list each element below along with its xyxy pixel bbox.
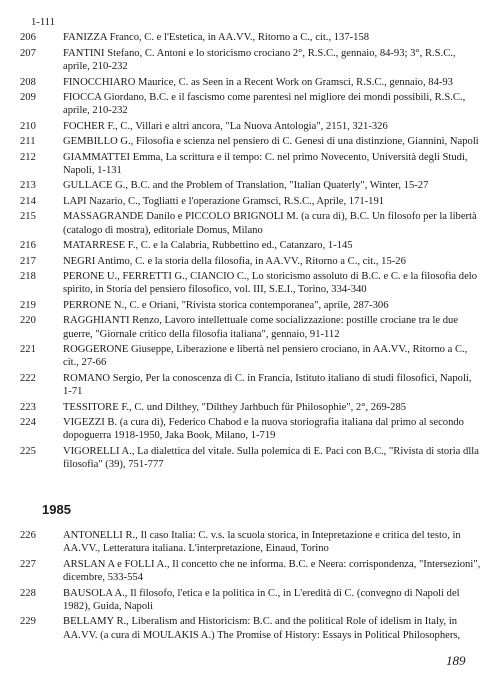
entry-text: VIGEZZI B. (a cura di), Federico Chabod e la nuova storiografia italiana dal primo al secondo dopoguerra 1918-1950, Jaka Book, Milano, 1-719 (63, 416, 464, 442)
bibliography-entry (20, 179, 482, 192)
bibliography-entry (20, 239, 482, 252)
bibliography-entry (20, 16, 482, 29)
entry-number: 225 (20, 445, 36, 457)
year-heading: 1985 (42, 502, 71, 517)
bibliography-entry (20, 558, 482, 585)
entry-text: GEMBILLO G., Filosofia e scienza nel pensiero di C. Genesi di una distinzione, Giannini, Napoli (63, 136, 479, 148)
entry-text: ROGGERONE Giuseppe, Liberazione e libertà nel pensiero crociano, in AA.VV., Ritorno a C., cit., 27-66 (63, 343, 468, 369)
entry-number: 213 (20, 180, 36, 192)
bibliography-entry (20, 210, 482, 237)
entry-text: FANTINI Stefano, C. Antoni e lo storicismo crociano 2°, R.S.C., gennaio, 84-93; 3°, R.S.C., aprile, 210-232 (63, 47, 456, 73)
bibliography-entry (20, 416, 482, 443)
bibliography-entry (20, 401, 482, 414)
entry-number: 207 (20, 47, 36, 59)
entry-text: VIGORELLI A., La dialettica del vitale. Sulla polemica di E. Paci con B.C., "Rivista di storia dlla filosofia" (39), 751-777 (63, 445, 479, 471)
entry-list-1984 (20, 16, 482, 474)
entry-text: MASSAGRANDE Danilo e PICCOLO BRIGNOLI M. (a cura di), B.C. Un filosofo per la libertà (catalogo di mostra), editoriale Domus, Milano (63, 211, 477, 236)
entry-text: PERRONE N., C. e Oriani, "Rivista storica contemporanea", aprile, 287-306 (63, 299, 389, 311)
bibliography-entry (20, 151, 482, 178)
entry-text: FIOCCA Giordano, B.C. e il fascismo come parentesi nel migliore dei mondi possibili, R.S.C., aprile, 210-232 (63, 92, 466, 117)
entry-text: BAUSOLA A., Il filosofo, l'etica e la politica in C., in L'eredità di C. (convegno di Napoli del 1982), Guida, Napoli (63, 587, 460, 613)
entry-number: 227 (20, 558, 36, 570)
entry-number: 224 (20, 416, 36, 428)
bibliography-entry (20, 299, 482, 312)
entry-number: 223 (20, 401, 36, 413)
entry-list-1985 (20, 529, 482, 644)
entry-text: RAGGHIANTI Renzo, Lavoro intellettuale come socializzazione: postille crociane tra le due guerre, "Giornale critico della filosofia italiana", gennaio, 91-112 (63, 315, 459, 340)
entry-number: 209 (20, 92, 36, 104)
entry-number: 218 (20, 270, 36, 282)
entry-number: 212 (20, 151, 36, 163)
entry-number: 208 (20, 76, 36, 88)
entry-text: NEGRI Antimo, C. e la storia della filosofia, in AA.VV., Ritorno a C., cit., 15-26 (63, 255, 406, 267)
entry-text: ARSLAN A e FOLLI A., Il concetto che ne informa. B.C. e Neera: corrispondenza, "Intersezioni", dicembre, 533-554 (63, 558, 481, 584)
bibliography-entry (20, 47, 482, 74)
entry-number: 217 (20, 255, 36, 267)
entry-text: LAPI Nazario, C., Togliatti e l'operazione Gramsci, R.S.C., Aprile, 171-191 (63, 195, 385, 207)
bibliography-entry (20, 372, 482, 399)
entry-text: PERONE U., FERRETTI G., CIANCIO C., Lo storicismo assoluto di B.C. e C. e la filosofia delo spirito, in Storia del pensiero filosofico, vol. III, S.E.I., Torino, 334-340 (63, 270, 478, 296)
entry-text: MATARRESE F., C. e la Calabria, Rubbettino ed., Catanzaro, 1-145 (63, 240, 353, 252)
bibliography-entry (20, 270, 482, 297)
entry-text: 1-111 (31, 17, 55, 28)
bibliography-entry (20, 615, 482, 642)
bibliography-entry (20, 120, 482, 133)
entry-number: 214 (20, 195, 36, 207)
entry-number: 222 (20, 372, 36, 384)
entry-text: ROMANO Sergio, Per la conoscenza di C. in Francia, Istituto italiano di studi filosofici, Napoli, 1-71 (63, 372, 472, 398)
bibliography-entry (20, 343, 482, 370)
entry-text: FANIZZA Franco, C. e l'Estetica, in AA.VV., Ritorno a C., cit., 137-158 (63, 32, 370, 44)
entry-text: TESSITORE F., C. und Dilthey, "Dilthey Jarhbuch für Philosophie", 2°, 269-285 (63, 401, 407, 413)
entry-text: BELLAMY R., Liberalism and Historicism: B.C. and the political Role of idelism in Italy, in AA.VV. (a cura di MOULAKIS A.) The Promise of History: Essays in Political Philosophers, (63, 616, 461, 641)
bibliography-entry (20, 91, 482, 118)
entry-number: 221 (20, 343, 36, 355)
entry-text: GIAMMATTEI Emma, La scrittura e il tempo: C. nel primo Novecento, Università degli Studi, Napoli, 1-131 (63, 151, 468, 177)
entry-number: 228 (20, 587, 36, 599)
entry-text: ANTONELLI R., Il caso Italia: C. v.s. la scuola storica, in Intepretazione e critica del testo, in AA.VV., Letteratura italiana. L'interpretazione, Einaud, Torino (63, 530, 461, 555)
bibliography-entry (20, 314, 482, 341)
entry-text: FOCHER F., C., Villari e altri ancora, "La Nuova Antologia", 2151, 321-326 (63, 120, 388, 132)
bibliography-entry (20, 76, 482, 89)
bibliography-entry (20, 445, 482, 472)
entry-number: 216 (20, 240, 36, 252)
bibliography-entry (20, 195, 482, 208)
bibliography-entry (20, 255, 482, 268)
entry-number: 215 (20, 211, 36, 223)
entry-number: 206 (20, 32, 36, 44)
entry-number: 210 (20, 120, 36, 132)
entry-number: 220 (20, 315, 36, 327)
bibliography-entry (20, 587, 482, 614)
entry-text: GULLACE G., B.C. and the Problem of Translation, "Italian Quaterly", Winter, 15-27 (63, 180, 429, 192)
entry-number: 226 (20, 530, 36, 541)
bibliography-entry (20, 135, 482, 148)
entry-number: 219 (20, 299, 36, 311)
page-number: 189 (446, 653, 466, 668)
bibliography-entry (20, 31, 482, 44)
entry-number: 211 (20, 136, 36, 148)
bibliography-entry (20, 529, 482, 556)
entry-text: FINOCCHIARO Maurice, C. as Seen in a Recent Work on Gramsci, R.S.C., gennaio, 84-93 (63, 76, 453, 88)
entry-number: 229 (20, 616, 36, 628)
